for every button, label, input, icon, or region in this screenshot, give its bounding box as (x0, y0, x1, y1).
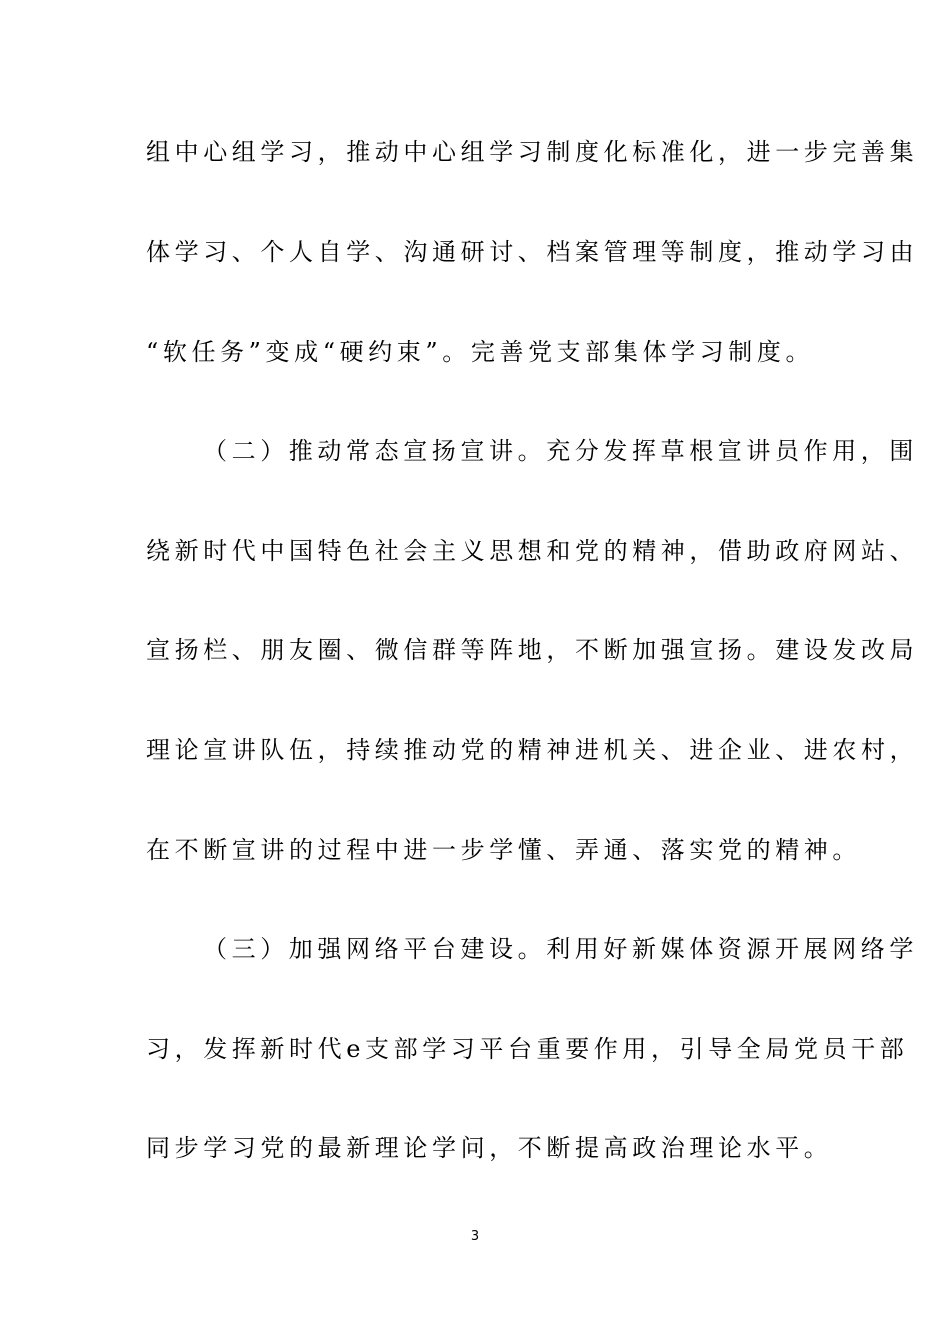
text-line: 绕新时代中国特色社会主义思想和党的精神，借助政府网站、 (146, 537, 919, 565)
page-number: 3 (470, 1229, 480, 1244)
text-line: 在不断宣讲的过程中进一步学懂、弄通、落实党的精神。 (146, 836, 861, 864)
text-line: 理论宣讲队伍，持续推动党的精神进机关、进企业、进农村， (146, 736, 919, 764)
paragraph-heading-line: （二）推动常态宣扬宣讲。充分发挥草根宣讲员作用，围 (203, 437, 918, 465)
text-line: 宣扬栏、朋友圈、微信群等阵地，不断加强宣扬。建设发改局 (146, 636, 919, 664)
text-line: 习，发挥新时代e支部学习平台重要作用，引导全局党员干部 (146, 1035, 909, 1063)
paragraph-heading-line: （三）加强网络平台建设。利用好新媒体资源开展网络学 (203, 935, 918, 963)
text-line: 组中心组学习，推动中心组学习制度化标准化，进一步完善集 (146, 138, 919, 166)
text-line: 同步学习党的最新理论学问，不断提高政治理论水平。 (146, 1134, 833, 1162)
text-line: “软任务”变成“硬约束”。完善党支部集体学习制度。 (146, 338, 815, 366)
text-line: 体学习、个人自学、沟通研讨、档案管理等制度，推动学习由 (146, 238, 919, 266)
